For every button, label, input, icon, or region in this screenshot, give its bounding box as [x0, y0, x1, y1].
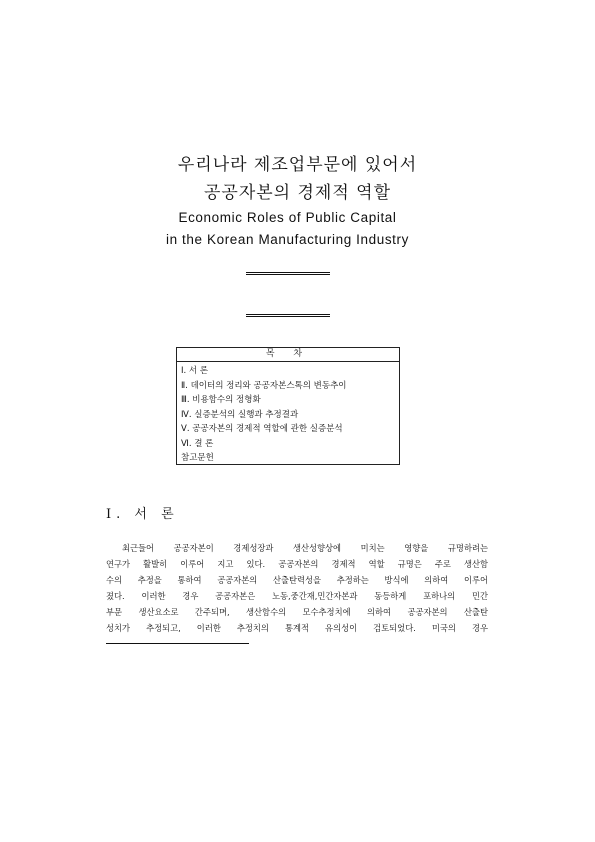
paragraph-line-5: 부문 생산요소로 간주되며, 생산함수의 모수추정치에 의하여 공공자본의 산출탄 [106, 607, 488, 617]
toc-heading: 목 차 [177, 348, 399, 362]
table-of-contents [176, 347, 400, 465]
introduction-paragraph [106, 540, 488, 636]
korean-title-line-1: 우리나라 제조업부문에 있어서 [177, 155, 418, 175]
toc-item-3: Ⅲ. 비용함수의 정형화 [181, 395, 261, 405]
paragraph-line-6: 성치가 추정되고, 이러한 추정치의 통계적 유의성이 검토되었다. 미국의 경우 [106, 623, 488, 633]
title-separator-rule-2 [246, 314, 330, 317]
paragraph-line-4: 졌다. 이러한 경우 공공자본은 노동,중간재,민간자본과 동등하게 포하나의 민간 [106, 591, 488, 601]
toc-item-7: 참고문헌 [181, 453, 214, 463]
section-heading-introduction: Ⅰ. 서 론 [106, 507, 179, 522]
toc-item-5: Ⅴ. 공공자본의 경제적 역할에 관한 실증분석 [181, 424, 343, 434]
toc-list [177, 362, 399, 466]
paragraph-line-3: 수의 추정을 통하여 공공자본의 산출탄력성을 추정하는 방식에 의하여 이루어 [106, 575, 488, 585]
toc-item-1: Ⅰ. 서 론 [181, 366, 209, 376]
toc-item-4: Ⅳ. 실증분석의 실행과 추정결과 [181, 409, 299, 420]
english-title-line-1: Economic Roles of Public Capital [178, 210, 397, 225]
footnote-separator [106, 643, 249, 644]
paragraph-line-1: 최근들어 공공자본이 경제성장과 생산성향상에 미치는 영향을 규명하려는 [122, 543, 488, 553]
english-title-line-2: in the Korean Manufacturing Industry [166, 232, 409, 247]
paragraph-line-2: 연구가 활발히 이루어 지고 있다. 공공자본의 경제적 역할 규명은 주로 생산함 [106, 559, 488, 569]
title-separator-rule-1 [246, 272, 330, 275]
toc-item-2: Ⅱ. 데이터의 정리와 공공자본스톡의 변동추이 [181, 380, 347, 391]
korean-title-line-2: 공공자본의 경제적 역할 [203, 183, 392, 203]
toc-item-6: Ⅵ. 결 론 [181, 438, 214, 449]
